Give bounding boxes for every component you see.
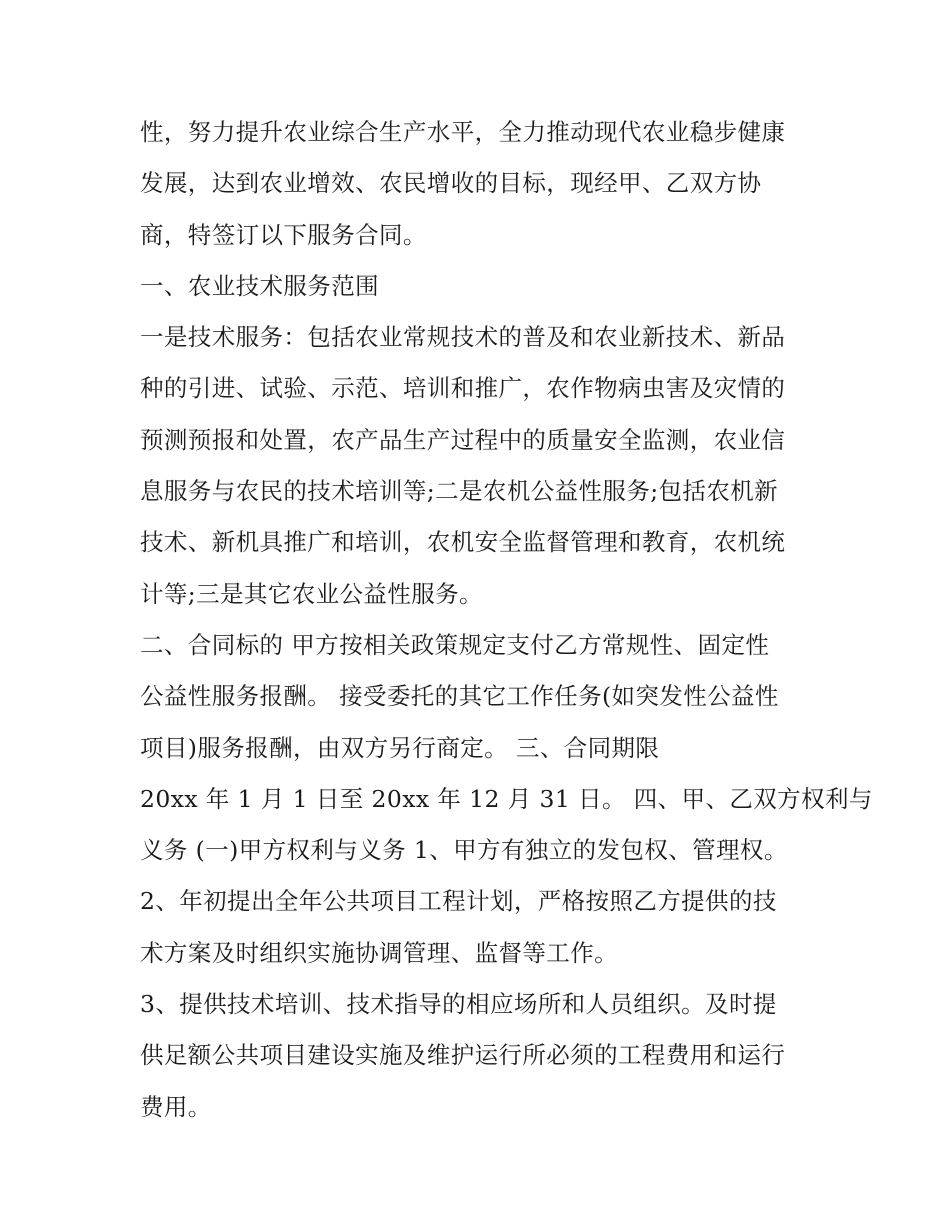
text-line-20: 费用。 xyxy=(140,1092,212,1121)
text-line-15: 义务 (一)甲方权利与义务 1、甲方有独立的发包权、管理权。 xyxy=(140,836,788,865)
text-line-1: 性，努力提升农业综合生产水平，全力推动现代农业稳步健康 xyxy=(140,118,786,146)
document-body xyxy=(140,107,873,1133)
text-line-9: 技术、新机具推广和培训，农机安全监督管理和教育，农机统 xyxy=(140,528,786,557)
text-line-6: 种的引进、试验、示范、培训和推广，农作物病虫害及灾情的 xyxy=(140,374,786,403)
text-line-7: 预测预报和处置，农产品生产过程中的质量安全监测，农业信 xyxy=(140,425,786,454)
text-line-10: 计等;三是其它农业公益性服务。 xyxy=(140,579,483,608)
section-heading-service-scope: 一、农业技术服务范围 xyxy=(140,271,379,300)
text-line-13: 项目)服务报酬，由双方另行商定。 三、合同期限 xyxy=(140,733,660,762)
text-line-16: 2、年初提出全年公共项目工程计划，严格按照乙方提供的技 xyxy=(140,887,777,916)
text-line-8: 息服务与农民的技术培训等;二是农机公益性服务;包括农机新 xyxy=(140,477,779,506)
text-line-18: 3、提供技术培训、技术指导的相应场所和人员组织。及时提 xyxy=(140,990,777,1019)
text-line-11: 二、合同标的 甲方按相关政策规定支付乙方常规性、固定性 xyxy=(140,630,770,659)
text-line-3: 商，特签订以下服务合同。 xyxy=(140,220,427,249)
text-line-17: 术方案及时组织实施协调管理、监督等工作。 xyxy=(140,938,618,967)
text-line-2: 发展，达到农业增效、农民增收的目标，现经甲、乙双方协 xyxy=(140,169,762,198)
text-line-19: 供足额公共项目建设实施及维护运行所必须的工程费用和运行 xyxy=(140,1041,786,1070)
text-line-14: 20xx 年 1 月 1 日至 20xx 年 12 月 31 日。 四、甲、乙双方权利与 xyxy=(140,784,873,813)
text-line-5: 一是技术服务：包括农业常规技术的普及和农业新技术、新品 xyxy=(140,323,786,352)
text-line-12: 公益性服务报酬。 接受委托的其它工作任务(如突发性公益性 xyxy=(140,682,779,711)
